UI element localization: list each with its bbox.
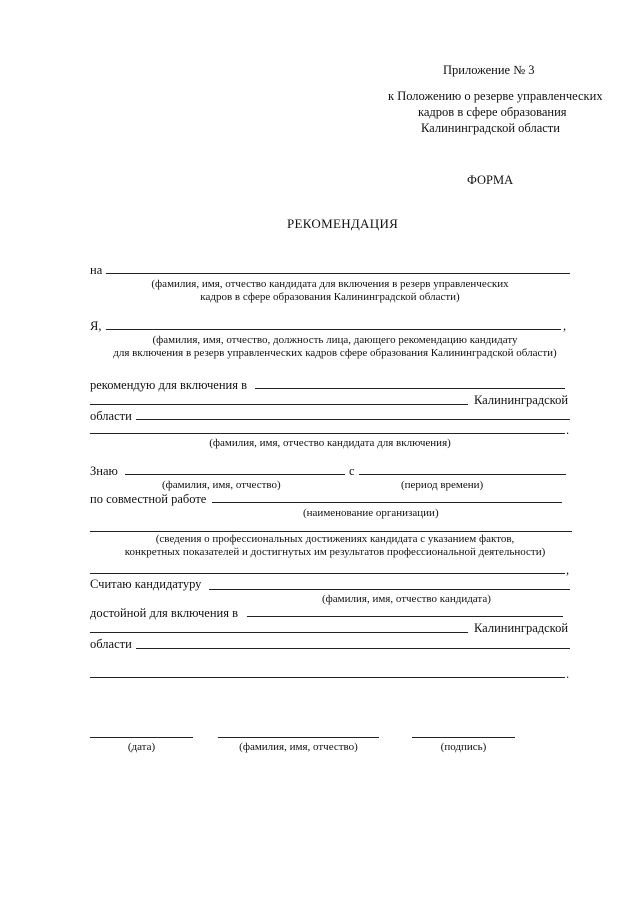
joint-work-label: по совместной работе [90, 492, 207, 506]
ya-prefix: Я, [90, 319, 102, 333]
appendix-label: Приложение № 3 [443, 63, 535, 77]
region-label-2: Калининградской [474, 621, 569, 635]
period-hint: (период времени) [401, 479, 484, 491]
oblasti-label-1: области [90, 409, 132, 423]
na-prefix: на [90, 263, 103, 277]
know-prefix: Знаю [90, 464, 118, 478]
final-mark: . [566, 667, 570, 681]
signer-name-hint: (фамилия, имя, отчество) [239, 741, 358, 753]
candidate-name-line[interactable] [106, 273, 570, 274]
recommend-prefix: рекомендую для включения в [90, 378, 248, 392]
since-label: с [349, 464, 355, 478]
achievements-comma: , [566, 563, 570, 577]
reserve-line-4[interactable] [90, 632, 468, 633]
consider-candidate-line[interactable] [209, 589, 570, 590]
recommender-hint-2: для включения в резерв управленческих кадров сфере образования Калининградской области) [113, 347, 557, 359]
consider-prefix: Считаю кандидатуру [90, 577, 202, 591]
worthy-label: достойной для включения в [90, 606, 238, 620]
oblasti-line-1[interactable] [136, 419, 570, 420]
known-name-line[interactable] [125, 474, 345, 475]
achievements-line-1[interactable] [90, 531, 572, 532]
period-mark-1: . [566, 423, 570, 437]
ya-comma: , [563, 319, 567, 333]
signature-hint: (подпись) [440, 741, 487, 753]
oblasti-line-2[interactable] [136, 648, 570, 649]
candidate-hint-1: (фамилия, имя, отчество кандидата для включения в резерв управленческих [151, 278, 509, 290]
organization-line[interactable] [212, 502, 562, 503]
final-line[interactable] [90, 677, 565, 678]
appendix-ref-line-1: к Положению о резерве управленческих [388, 89, 603, 103]
date-line[interactable] [90, 737, 193, 738]
signature-line[interactable] [412, 737, 515, 738]
consider-candidate-hint: (фамилия, имя, отчество кандидата) [322, 593, 491, 605]
achievements-hint-2: конкретных показателей и достигнутых им результатов профессиональной деятельности) [124, 546, 546, 558]
date-hint: (дата) [127, 741, 156, 753]
recommender-line[interactable] [106, 329, 561, 330]
candidate-hint-3: (фамилия, имя, отчество кандидата для включения) [209, 437, 451, 449]
form-label: ФОРМА [467, 173, 514, 187]
appendix-ref-line-2: кадров в сфере образования [418, 105, 567, 119]
region-label-1: Калининградской [474, 393, 569, 407]
recommender-hint-1: (фамилия, имя, отчество, должность лица, дающего рекомендацию кандидату [152, 334, 518, 346]
organization-hint: (наименование организации) [303, 507, 439, 519]
reserve-line-2[interactable] [90, 404, 468, 405]
known-name-hint: (фамилия, имя, отчество) [162, 479, 281, 491]
achievements-hint-1: (сведения о профессиональных достижениях кандидата с указанием фактов, [155, 533, 515, 545]
candidate-line-2[interactable] [90, 433, 565, 434]
reserve-line-1[interactable] [255, 388, 565, 389]
period-line[interactable] [359, 474, 566, 475]
appendix-ref-line-3: Калининградской области [421, 121, 560, 135]
signer-name-line[interactable] [218, 737, 379, 738]
reserve-line-3[interactable] [247, 616, 563, 617]
candidate-hint-2: кадров в сфере образования Калининградской области) [200, 291, 460, 303]
page-title: РЕКОМЕНДАЦИЯ [287, 216, 399, 231]
achievements-line-2[interactable] [90, 573, 565, 574]
oblasti-label-2: области [90, 637, 132, 651]
